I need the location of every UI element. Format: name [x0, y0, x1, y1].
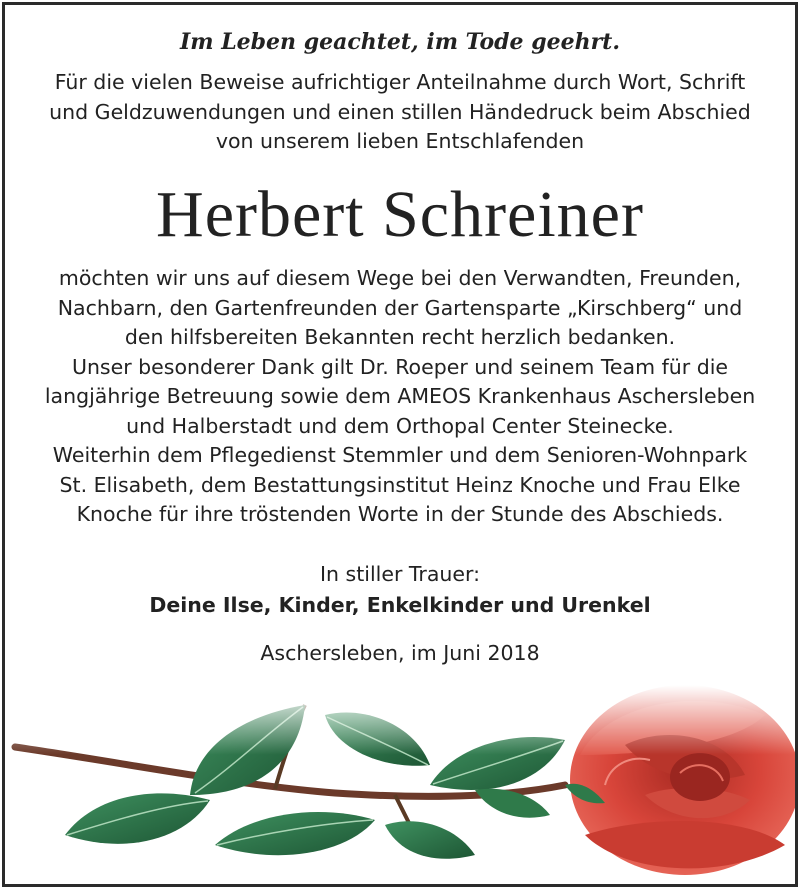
intro-text	[15, 68, 785, 157]
thanks-line: langjährige Betreuung sowie dem AMEOS Krankenhaus Aschersleben	[44, 384, 756, 408]
place-and-date: Aschersleben, im Juni 2018	[260, 641, 540, 665]
mourners-signature: Deine Ilse, Kinder, Enkelkinder und Urenkel	[149, 593, 651, 617]
rose-illustration	[5, 685, 795, 884]
thanks-line: St. Elisabeth, dem Bestattungsinstitut Heinz Knoche und Frau Elke	[59, 472, 741, 497]
obituary-notice	[2, 2, 798, 887]
motto: Im Leben geachtet, im Tode geehrt.	[179, 29, 621, 55]
mourning-label: In stiller Trauer:	[320, 562, 480, 586]
thanks-text	[15, 264, 785, 530]
thanks-line: möchten wir uns auf diesem Wege bei den Verwandten, Freunden,	[58, 266, 742, 290]
thanks-line: Knoche für ihre tröstenden Worte in der Stunde des Abschieds.	[76, 502, 724, 526]
thanks-line: den hilfsbereiten Bekannten recht herzlich bedanken.	[124, 325, 676, 349]
thanks-line: Unser besonderer Dank gilt Dr. Roeper und seinem Team für die	[71, 354, 729, 379]
thanks-line: und Halberstadt und dem Orthopal Center Steinecke.	[126, 413, 674, 438]
deceased-name: Herbert Schreiner	[156, 178, 644, 251]
intro-line: und Geldzuwendungen und einen stillen Händedruck beim Abschied	[49, 99, 751, 124]
intro-line: Für die vielen Beweise aufrichtiger Anteilnahme durch Wort, Schrift	[54, 70, 746, 94]
thanks-line: Nachbarn, den Gartenfreunden der Gartensparte „Kirschberg“ und	[57, 295, 743, 320]
thanks-line: Weiterhin dem Pflegedienst Stemmler und dem Senioren-Wohnpark	[52, 443, 748, 467]
intro-line: von unserem lieben Entschlafenden	[215, 129, 585, 153]
